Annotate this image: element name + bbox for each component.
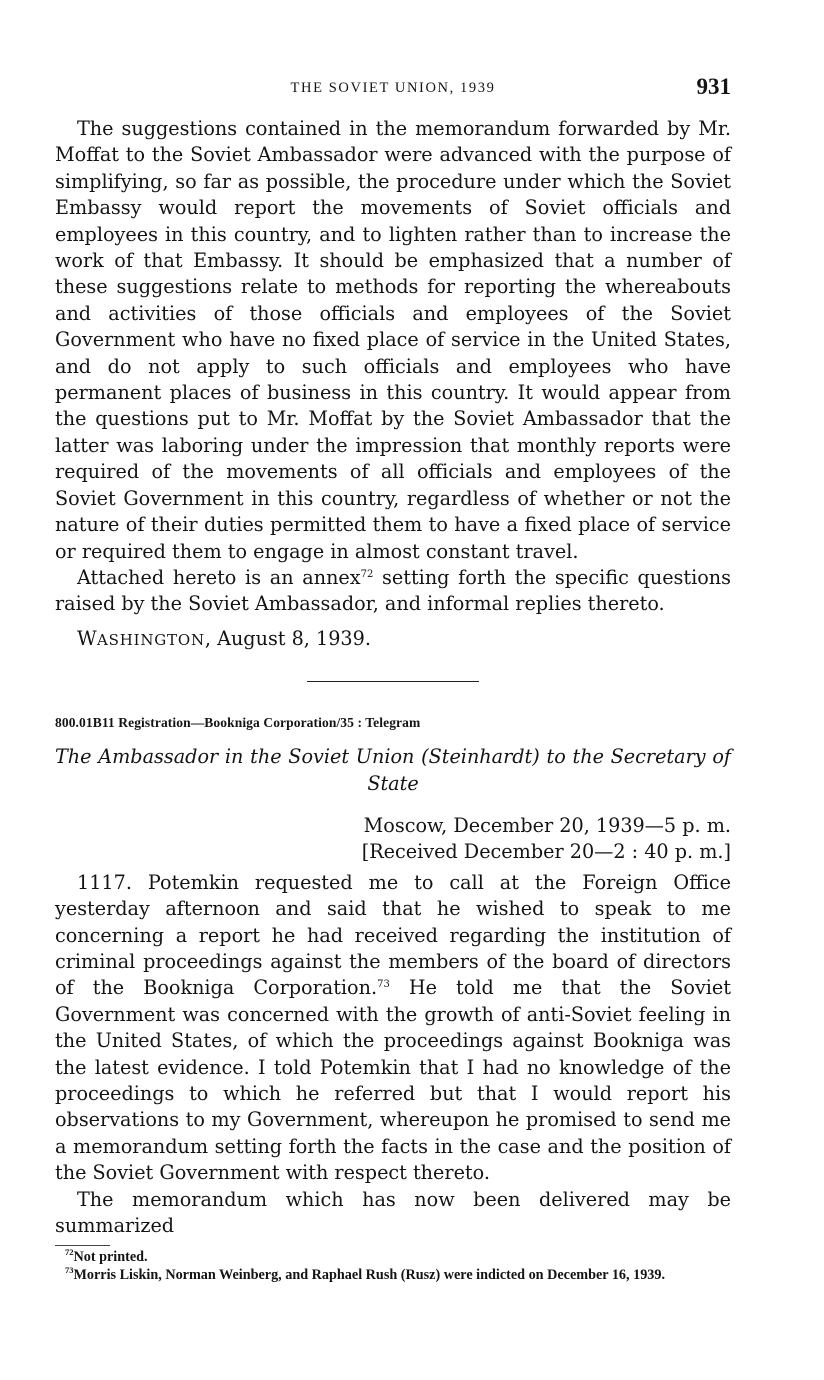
footnote-number: 72 <box>65 1247 74 1258</box>
page-number: 931 <box>696 74 731 99</box>
memorandum-paragraph-2 <box>55 565 731 618</box>
footnotes <box>55 1249 731 1284</box>
memorandum-section <box>55 116 731 618</box>
sent-dateline: Moscow, December 20, 1939—5 p. m. <box>363 813 731 837</box>
footnote-text: Not printed. <box>73 1249 148 1266</box>
footnote-ref-72: 72 <box>360 568 374 580</box>
document-title: The Ambassador in the Soviet Union (Steinhardt) to the Secretary of State <box>55 744 731 795</box>
signature-line <box>55 626 731 653</box>
paragraph-text: 1117. Potemkin requested me to call at the Foreign Office yesterday afternoon and said that he wished to speak to me concerning a report he had received regarding the institution of criminal proceedings against the members of the board of directors of the Bookniga Corporation. <box>55 870 731 1000</box>
received-dateline: [Received December 20—2 : 40 p. m.] <box>361 839 731 863</box>
footnote-ref-73: 73 <box>377 979 390 991</box>
section-divider <box>307 681 479 682</box>
footnote-text: Morris Liskin, Norman Weinberg, and Raphael Rush (Rusz) were indicted on December 16, 1939. <box>73 1266 666 1283</box>
running-title: THE SOVIET UNION, 1939 <box>290 80 496 96</box>
memorandum-paragraph-1: The suggestions contained in the memorandum forwarded by Mr. Moffat to the Soviet Ambassador were advanced with the purpose of simplifying, so far as possible, the procedure under which the Soviet Embassy would report the movements of Soviet officials and employees in this country, and to lighten rather than to increase the work of that Embassy. It should be emphasized that a number of these suggestions relate to methods for reporting the whereabouts and activities of those officials and employees of the Soviet Government who have no fixed place of service in the United States, and do not apply to such officials and employees who have permanent places of business in this country. It would appear from the questions put to Mr. Moffat by the Soviet Ambassador that the latter was laboring under the impression that monthly reports were required of the movements of all officials and employees of the Soviet Government in this country, regardless of whether or not the nature of their duties permitted them to have a fixed place of service or required them to engage in almost constant travel. <box>55 117 731 563</box>
footnote-73 <box>55 1264 731 1285</box>
footnote-divider <box>55 1245 110 1246</box>
running-header <box>55 74 731 108</box>
page <box>55 74 731 1284</box>
paragraph-text: Attached hereto is an annex <box>77 565 361 589</box>
paragraph-text: He told me that the Soviet Government was concerned with the growth of anti-Soviet feeling in the United States, of which the proceedings against Bookniga was the latest evidence. I told Potemkin that I had no knowledge of the proceedings to which he referred but that I would report his observations to my Government, whereupon he promised to send me a memorandum setting forth the facts in the case and the position of the Soviet Government with respect thereto. <box>55 976 731 1185</box>
paragraph-text: setting forth the specific questions raised by the Soviet Ambassador, and informal replies thereto. <box>55 565 731 616</box>
signature-place-initial: W <box>77 626 98 650</box>
telegram-paragraph-2: The memorandum which has now been delivered may be summarized <box>55 1187 731 1237</box>
telegram-body <box>55 870 731 1240</box>
signature-date: , August 8, 1939. <box>204 626 371 650</box>
dateline <box>55 813 731 865</box>
footnote-72 <box>55 1249 731 1267</box>
footnote-number: 73 <box>65 1264 74 1275</box>
file-reference: 800.01B11 Registration—Bookniga Corporation/35 : Telegram <box>55 714 421 730</box>
signature-place-rest: ASHINGTON <box>97 630 205 649</box>
telegram-paragraph-1 <box>55 870 731 1187</box>
